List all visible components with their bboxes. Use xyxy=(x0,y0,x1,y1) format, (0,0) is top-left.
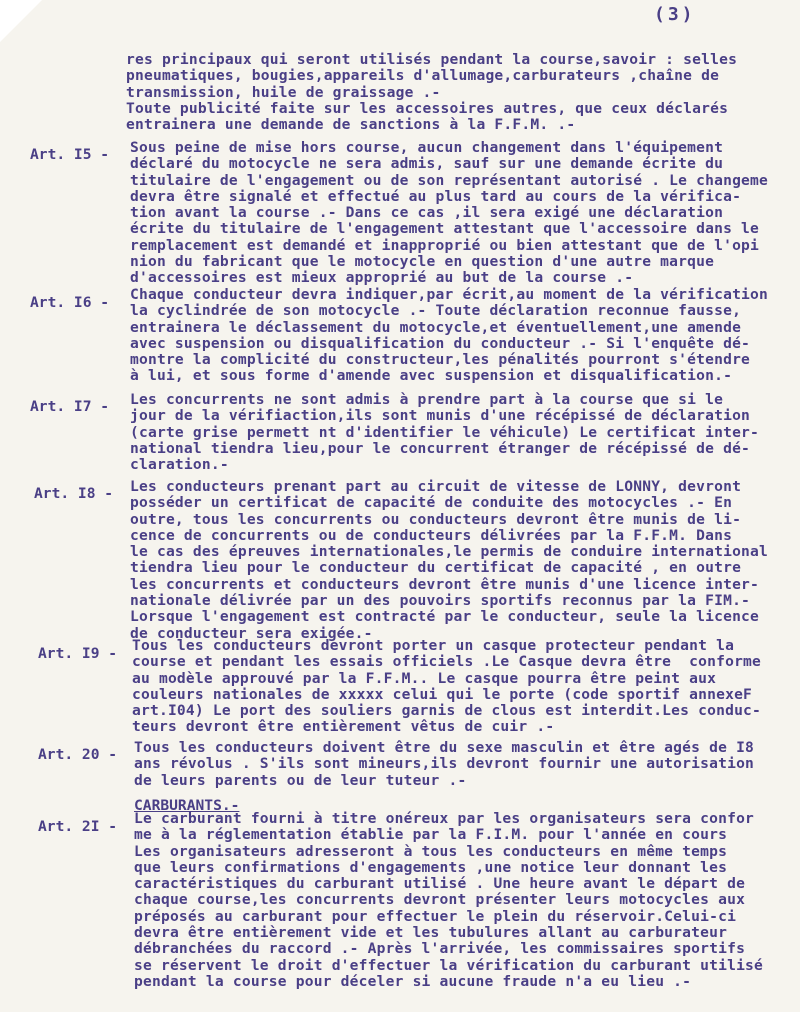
article-label-16: Art. I6 - xyxy=(30,294,110,311)
text-line: Toute publicité faite sur les accessoires autres, que ceux déclarés xyxy=(126,99,729,117)
text-line: Tous les conducteurs doivent être du sexe masculin et être agés de I8 xyxy=(134,739,755,756)
text-line: devra être signalé et effectué au plus tard au cours de la vérifica- xyxy=(130,187,742,205)
text-line: préposés au carburant pour effectuer le plein du réservoir.Celui-ci xyxy=(134,907,737,925)
text-line: à lui, et sous forme d'amende avec suspension et disqualification.- xyxy=(130,367,733,385)
text-line: Les concurrents ne sont admis à prendre part à la course que si le xyxy=(130,391,724,408)
text-line: (carte grise permett nt d'identifier le véhicule) Le certificat inter- xyxy=(130,423,760,441)
text-line: devra être entièrement vide et les tubulures allant au carburateur xyxy=(134,924,728,942)
section-heading-carburants: CARBURANTS.- xyxy=(134,797,240,814)
text-line: Chaque conducteur devra indiquer,par écrit,au moment de la vérification xyxy=(130,286,769,303)
text-line: pneumatiques, bougies,appareils d'allumage,carburateurs ,chaîne de xyxy=(126,67,720,85)
article-label-17: Art. I7 - xyxy=(30,398,110,415)
text-line: art.I04) Le port des souliers garnis de clous est interdit.Les conduc- xyxy=(132,702,762,720)
article-20-text xyxy=(134,740,754,789)
text-line: remplacement est demandé et inapproprié ou bien attestant que de l'opi xyxy=(130,236,760,254)
text-line: tion avant la course .- Dans ce cas ,il sera exigé une déclaration xyxy=(130,204,724,222)
text-line: se réservent le droit d'effectuer la vérification du carburant utilisé xyxy=(134,956,764,974)
article-label-19: Art. I9 - xyxy=(38,645,118,662)
text-line: Les conducteurs prenant part au circuit de vitesse de LONNY, devront xyxy=(130,478,742,495)
article-21-text xyxy=(134,811,763,990)
text-line: déclaré du motocycle ne sera admis, sauf sur une demande écrite du xyxy=(130,155,724,173)
text-line: nion du fabricant que le motocycle en question d'une autre marque xyxy=(130,253,715,271)
text-line: teurs devront être entièrement vêtus de cuir .- xyxy=(132,718,555,736)
text-line: nationale délivrée par un des pouvoirs sportifs reconnus par la FIM.- xyxy=(130,592,751,610)
text-line: Tous les conducteurs devront porter un casque protecteur pendant la xyxy=(132,637,735,654)
text-line: Lorsque l'engagement est contracté par le conducteur, seule la licence xyxy=(130,608,760,626)
article-17-text xyxy=(130,392,759,473)
text-line: outre, tous les concurrents ou conducteurs devront être munis de li- xyxy=(130,510,742,528)
text-line: le cas des épreuves internationales,le permis de conduire international xyxy=(130,543,769,561)
text-line: chaque course,les concurrents devront présenter leurs motocycles aux xyxy=(134,891,746,909)
text-line: me à la réglementation établie par la F.I.M. pour l'année en cours xyxy=(134,826,728,844)
text-line: entrainera une demande de sanctions à la F.F.M. .- xyxy=(126,116,576,134)
text-line: écrite du titulaire de l'engagement attestant que l'accessoire dans le xyxy=(130,220,760,238)
text-line: cence de concurrents ou de conducteurs délivrées par la F.F.M. Dans xyxy=(130,526,733,544)
text-line: ans révolus . S'ils sont mineurs,ils devront fournir une autorisation xyxy=(134,755,755,773)
text-line: de conducteur sera exigée.- xyxy=(130,624,373,642)
text-line: les concurrents et conducteurs devront être munis d'une licence inter- xyxy=(130,575,760,593)
intro-paragraph xyxy=(126,52,737,133)
text-line: Le carburant fourni à titre onéreux par les organisateurs sera confor xyxy=(134,810,755,827)
article-label-15: Art. I5 - xyxy=(30,146,110,163)
text-line: caractéristiques du carburant utilisé . Une heure avant le départ de xyxy=(134,875,746,893)
text-line: pendant la course pour déceler si aucune fraude n'a eu lieu .- xyxy=(134,972,692,990)
text-line: d'accessoires est mieux approprié au but de la course .- xyxy=(130,269,634,287)
article-16-text xyxy=(130,287,768,385)
article-15-text xyxy=(130,140,768,287)
text-line: montre la complicité du constructeur,les pénalités pourront s'étendre xyxy=(130,351,751,369)
text-line: Les organisateurs adresseront à tous les conducteurs en même temps xyxy=(134,842,728,860)
folded-corner xyxy=(0,0,42,42)
text-line: Sous peine de mise hors course, aucun changement dans l'équipement xyxy=(130,139,724,156)
text-line: couleurs nationales de xxxxx celui qui le porte (code sportif annexeF xyxy=(132,685,753,703)
article-label-21: Art. 2I - xyxy=(38,818,118,835)
text-line: titulaire de l'engagement ou de son représentant autorisé . Le changeme xyxy=(130,171,769,189)
text-line: débranchées du raccord .- Après l'arrivée, les commissaires sportifs xyxy=(134,940,746,958)
article-label-18: Art. I8 - xyxy=(34,485,114,502)
page-number: (3) xyxy=(654,4,696,25)
article-19-text xyxy=(132,638,761,736)
text-line: posséder un certificat de capacité de conduite des motocycles .- En xyxy=(130,494,733,512)
text-line: au modèle approuvé par la F.F.M.. Le casque pourra être peint aux xyxy=(132,669,717,687)
text-line: avec suspension ou disqualification du conducteur .- Si l'enquête dé- xyxy=(130,334,751,352)
text-line: jour de la vérifiaction,ils sont munis d'une récépissé de déclaration xyxy=(130,407,751,425)
text-line: national tiendra lieu,pour le concurrent étranger de récépissé de dé- xyxy=(130,439,751,457)
article-label-20: Art. 20 - xyxy=(38,746,118,763)
text-line: la cyclindrée de son motocycle .- Toute déclaration reconnue fausse, xyxy=(130,302,742,320)
text-line: entrainera le déclassement du motocycle,et éventuellement,une amende xyxy=(130,318,742,336)
article-18-text xyxy=(130,479,768,642)
text-line: res principaux qui seront utilisés pendant la course,savoir : selles xyxy=(126,51,738,68)
text-line: tiendra lieu pour le conducteur du certificat de capacité , en outre xyxy=(130,559,742,577)
text-line: que leurs confirmations d'engagements ,une notice leur donnant les xyxy=(134,858,728,876)
text-line: claration.- xyxy=(130,456,229,474)
text-line: course et pendant les essais officiels .Le Casque devra être conforme xyxy=(132,653,762,671)
text-line: de leurs parents ou de leur tuteur .- xyxy=(134,771,467,789)
text-line: transmission, huile de graissage .- xyxy=(126,83,441,101)
